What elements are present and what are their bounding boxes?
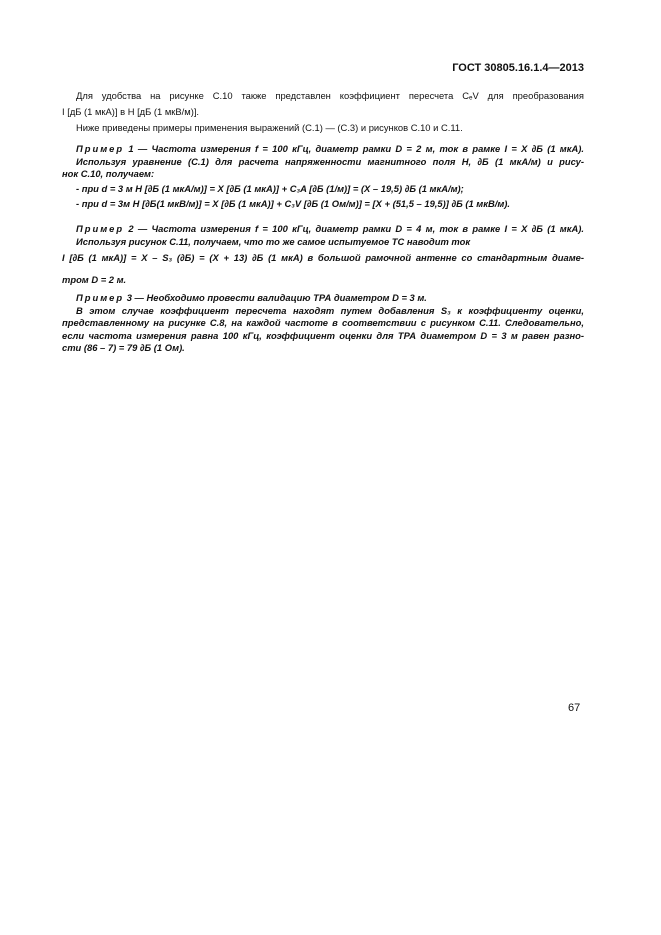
example-label: Пример bbox=[76, 143, 125, 154]
example-label: Пример bbox=[76, 223, 125, 234]
example-3-line bbox=[76, 292, 584, 304]
example-text: 1 — Частота измерения f = 100 кГц, диаметр рамки D = 2 м, ток в рамке I = X ∂Б (1 мкА). bbox=[128, 143, 584, 154]
paragraph-line: нок С.10, получаем: bbox=[62, 168, 155, 179]
document-header: ГОСТ 30805.16.1.4—2013 bbox=[452, 62, 584, 74]
formula-line: - при d = 3 м H [∂Б (1 мкА/м)] = X [∂Б (1 мкА)] + C₃A [∂Б (1/м)] = (X – 19,5) ∂Б (1 мкА/м); bbox=[76, 183, 464, 194]
paragraph-line: Ниже приведены примеры применения выражений (С.1) — (С.3) и рисунков С.10 и С.11. bbox=[76, 122, 463, 133]
paragraph-line: Используя рисунок С.11, получаем, что то же самое испытуемое ТС наводит ток bbox=[76, 236, 471, 247]
paragraph-line: тром D = 2 м. bbox=[62, 274, 127, 285]
paragraph-line: сти (86 – 7) = 79 ∂Б (1 Ом). bbox=[62, 342, 185, 353]
example-1-line bbox=[76, 143, 584, 155]
paragraph-line: Используя уравнение (С.1) для расчета напряженности магнитного поля Н, ∂Б (1 мкА/м) и рису- bbox=[76, 156, 584, 167]
page-number: 67 bbox=[568, 702, 581, 714]
paragraph-line: представленному на рисунке С.8, на каждой частоте в соответствии с рисунком С.11. Следовательно, bbox=[62, 317, 584, 328]
example-text: 2 — Частота измерения f = 100 кГц, диаметр рамки D = 4 м, ток в рамке I = X ∂Б (1 мкА). bbox=[128, 223, 584, 234]
formula-line: I [∂Б (1 мкА)] = X – S₃ (∂Б) = (X + 13) ∂Б (1 мкА) в большой рамочной антенне со стандартным диаме- bbox=[62, 252, 584, 263]
example-text: 3 — Необходимо провести валидацию ТРА диаметром D = 3 м. bbox=[126, 292, 427, 303]
paragraph-line: если частота измерения равна 100 кГц, коэффициент оценки для ТРА диаметром D = 3 м равен разно- bbox=[62, 330, 584, 341]
paragraph-line: I [дБ (1 мкА)] в H [дБ (1 мкВ/м)]. bbox=[62, 106, 200, 117]
formula-line: - при d = 3м H [∂Б(1 мкВ/м)] = X [∂Б (1 мкА)] + C₃V [∂Б (1 Ом/м)] = [X + (51,5 – 19,5)] ∂Б (1 мкВ/м). bbox=[76, 198, 510, 209]
example-2-line bbox=[76, 223, 584, 235]
example-label: Пример bbox=[76, 292, 125, 303]
paragraph-line: Для удобства на рисунке С.10 также представлен коэффициент пересчета CₑV для преобразования bbox=[76, 90, 584, 101]
paragraph-line: В этом случае коэффициент пересчета находят путем добавления S₃ к коэффициенту оценки, bbox=[76, 305, 584, 316]
